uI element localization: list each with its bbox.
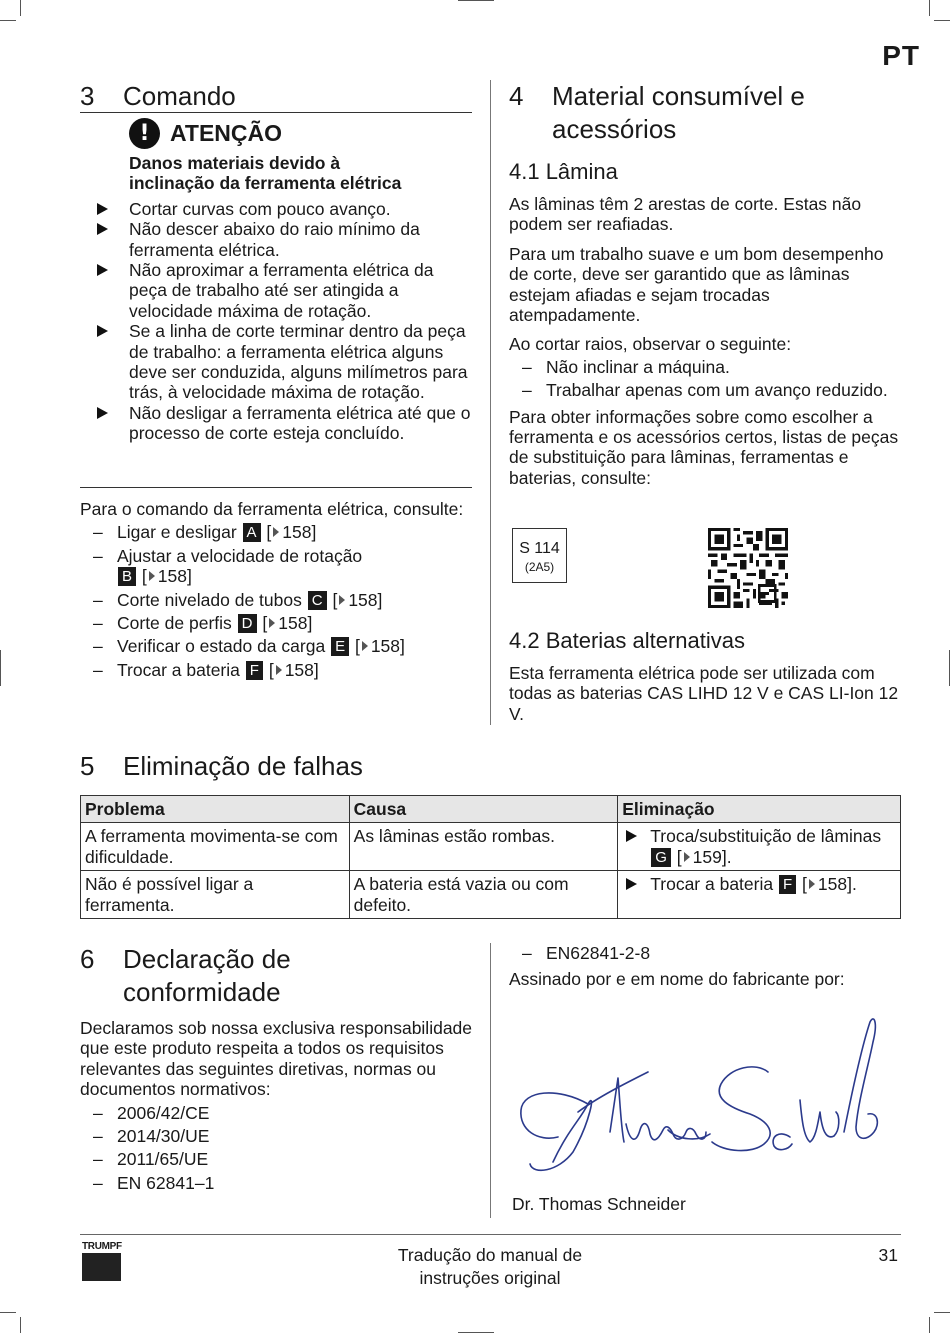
crop-mark — [0, 20, 16, 21]
list-item: – 2014/30/UE — [93, 1126, 210, 1147]
figure-key: E — [331, 637, 349, 656]
crop-mark — [20, 0, 21, 16]
section-4-heading: 4 Material consumível e acessórios — [509, 81, 805, 144]
table-cell: A ferramenta movimenta-se com dificuldade. — [81, 823, 350, 871]
column-header: Eliminação — [618, 796, 901, 823]
warning-list — [80, 199, 472, 444]
table-cell: A bateria está vazia ou com defeito. — [349, 871, 618, 919]
table-header-row — [81, 796, 901, 823]
crop-mark — [929, 1317, 930, 1333]
trumpf-logo-text: TRUMPF — [82, 1241, 122, 1252]
page-ref-arrow-icon — [360, 636, 371, 656]
section-3 — [80, 80, 472, 113]
paragraph: Para um trabalho suave e um bom desempenho de corte, deve ser garantido que as lâminas estejam afiadas e sejam trocadas atempadamente. — [509, 243, 884, 326]
section-6-right — [509, 943, 904, 990]
list-item: Não descer abaixo do raio mínimo da ferramenta elétrica. — [80, 219, 472, 260]
command-ref-list — [80, 522, 472, 680]
section-6 — [80, 943, 472, 1196]
crop-mark — [458, 0, 494, 1]
section-4 — [509, 80, 904, 488]
table-cell: Não é possível ligar a ferramenta. — [81, 871, 350, 919]
column-header: Causa — [349, 796, 618, 823]
paragraph: Declaramos sob nossa exclusiva responsabilidade que este produto respeita a todos os requisitos relevantes das seguintes diretivas, normas ou documentos normativos: — [80, 1018, 473, 1100]
page-link[interactable]: 158] — [284, 659, 319, 680]
warning-title: ! ATENÇÃO — [80, 118, 472, 149]
section-3-rule — [80, 112, 472, 113]
page-ref-arrow-icon — [274, 660, 285, 680]
page-ref-arrow-icon — [271, 522, 282, 542]
table-cell: As lâminas estão rombas. — [349, 823, 618, 871]
page-link[interactable]: 158] — [370, 636, 405, 657]
standards-list-continued — [509, 943, 904, 963]
signatory-name: Dr. Thomas Schneider — [512, 1194, 686, 1214]
list-item: – Verificar o estado da carga E [ 158] — [93, 636, 405, 657]
table-cell: Troca/substituição de lâminas G [ 159]. — [618, 823, 901, 871]
subsection-4-1-heading: 4.1 Lâmina — [509, 159, 618, 184]
warning-bottom-rule — [80, 487, 472, 488]
troubleshooting-table — [80, 795, 901, 919]
list-item: – 2011/65/UE — [93, 1149, 209, 1170]
page-link[interactable]: 158] — [348, 589, 383, 610]
list-item: – Corte de perfis D [ 158] — [93, 613, 313, 634]
signature-image — [518, 1012, 893, 1182]
paragraph: Para obter informações sobre como escolher a ferramenta e os acessórios certos, listas de peças de substituição para lâminas, ferramentas e baterias, consulte: — [509, 406, 899, 488]
table-cell: Trocar a bateria F [ 158]. — [618, 871, 901, 919]
figure-key: G — [651, 848, 671, 867]
catalog-code-sub: (2A5) — [524, 560, 555, 574]
footer-doc-title: Tradução do manual de instruções original — [397, 1245, 583, 1289]
list-item: Não desligar a ferramenta elétrica até que o processo de corte esteja concluído. — [80, 403, 472, 444]
catalog-code-box — [512, 528, 567, 583]
list-item: – Trocar a bateria F [ 158] — [93, 659, 319, 680]
warning-box — [80, 118, 472, 444]
list-item: Se a linha de corte terminar dentro da peça de trabalho: a ferramenta elétrica alguns deve ser conduzida, alguns milímetros para trás, à velocidade máxima de rotação. — [80, 321, 472, 403]
list-item: Não aproximar a ferramenta elétrica da peça de trabalho até ser atingida a velocidade máxima de rotação. — [80, 260, 472, 321]
table-row — [81, 823, 901, 871]
figure-key: B — [118, 567, 136, 586]
list-item: Cortar curvas com pouco avanço. — [80, 199, 472, 219]
list-item: – Ligar e desligar A [ 158] — [93, 522, 317, 543]
subsection-4-2-heading: 4.2 Baterias alternativas — [509, 628, 746, 653]
crop-mark — [20, 1317, 21, 1333]
crop-mark — [929, 0, 930, 16]
page-link[interactable]: 158]. — [817, 874, 857, 895]
signed-by-text: Assinado por e em nome do fabricante por: — [509, 969, 845, 990]
page-ref-arrow-icon — [337, 590, 348, 610]
paragraph: Ao cortar raios, observar o seguinte: — [509, 334, 792, 355]
exclamation-icon: ! — [129, 118, 160, 149]
column-header: Problema — [81, 796, 350, 823]
page-link[interactable]: 158] — [157, 566, 192, 587]
list-item: – EN62841-2-8 — [522, 943, 651, 963]
command-intro: Para o comando da ferramenta elétrica, consulte: — [80, 499, 464, 519]
list-item: – Ajustar a velocidade de rotação B [ 158] — [93, 545, 363, 587]
page-link[interactable]: 158] — [278, 613, 313, 634]
page-number: 31 — [878, 1245, 898, 1265]
crop-mark — [934, 1312, 950, 1313]
section-3-heading: 3 Comando — [80, 81, 236, 111]
list-item: – Não inclinar a máquina. — [522, 356, 730, 377]
crop-mark — [0, 1312, 16, 1313]
standards-list — [80, 1103, 472, 1194]
crop-mark — [934, 20, 950, 21]
subsection-4-2 — [509, 627, 904, 724]
list-item: – 2006/42/CE — [93, 1102, 210, 1123]
paragraph: As lâminas têm 2 arestas de corte. Estas não podem ser reafiadas. — [509, 194, 862, 235]
footer-rule — [80, 1234, 901, 1235]
page-link[interactable]: 158] — [282, 522, 317, 543]
column-divider — [490, 80, 491, 725]
page-link[interactable]: 159]. — [692, 846, 732, 867]
command-refs — [80, 499, 472, 683]
section-5-heading: 5 Eliminação de falhas — [80, 751, 363, 781]
figure-key: F — [779, 875, 796, 894]
page-ref-arrow-icon — [807, 874, 818, 894]
warning-subtitle: Danos materiais devido à inclinação da ferramenta elétrica — [129, 153, 402, 194]
list-item: – Trabalhar apenas com um avanço reduzido. — [522, 380, 888, 401]
table-row — [81, 871, 901, 919]
page-ref-arrow-icon — [147, 566, 158, 586]
section-5 — [80, 750, 900, 783]
section-6-heading: 6 Declaração de conformidade — [80, 944, 291, 1007]
trumpf-logo-icon — [82, 1253, 121, 1281]
qr-code-icon[interactable] — [708, 528, 788, 608]
paragraph: Esta ferramenta elétrica pode ser utilizada com todas as baterias CAS LIHD 12 V e CAS LI-Ion 12 V. — [509, 663, 899, 724]
page-ref-arrow-icon — [682, 847, 693, 867]
figure-key: C — [308, 591, 327, 610]
list-item: – Corte nivelado de tubos C [ 158] — [93, 589, 383, 610]
list-item: – EN 62841–1 — [93, 1172, 215, 1193]
figure-key: D — [238, 614, 257, 633]
cutting-tips-list — [509, 357, 904, 401]
language-tag: PT — [882, 40, 920, 71]
column-divider — [490, 943, 491, 1218]
figure-key: F — [246, 661, 263, 680]
catalog-code: S 114 — [519, 540, 560, 557]
page-ref-arrow-icon — [267, 613, 278, 633]
figure-key: A — [243, 523, 261, 542]
crop-mark — [0, 650, 1, 686]
